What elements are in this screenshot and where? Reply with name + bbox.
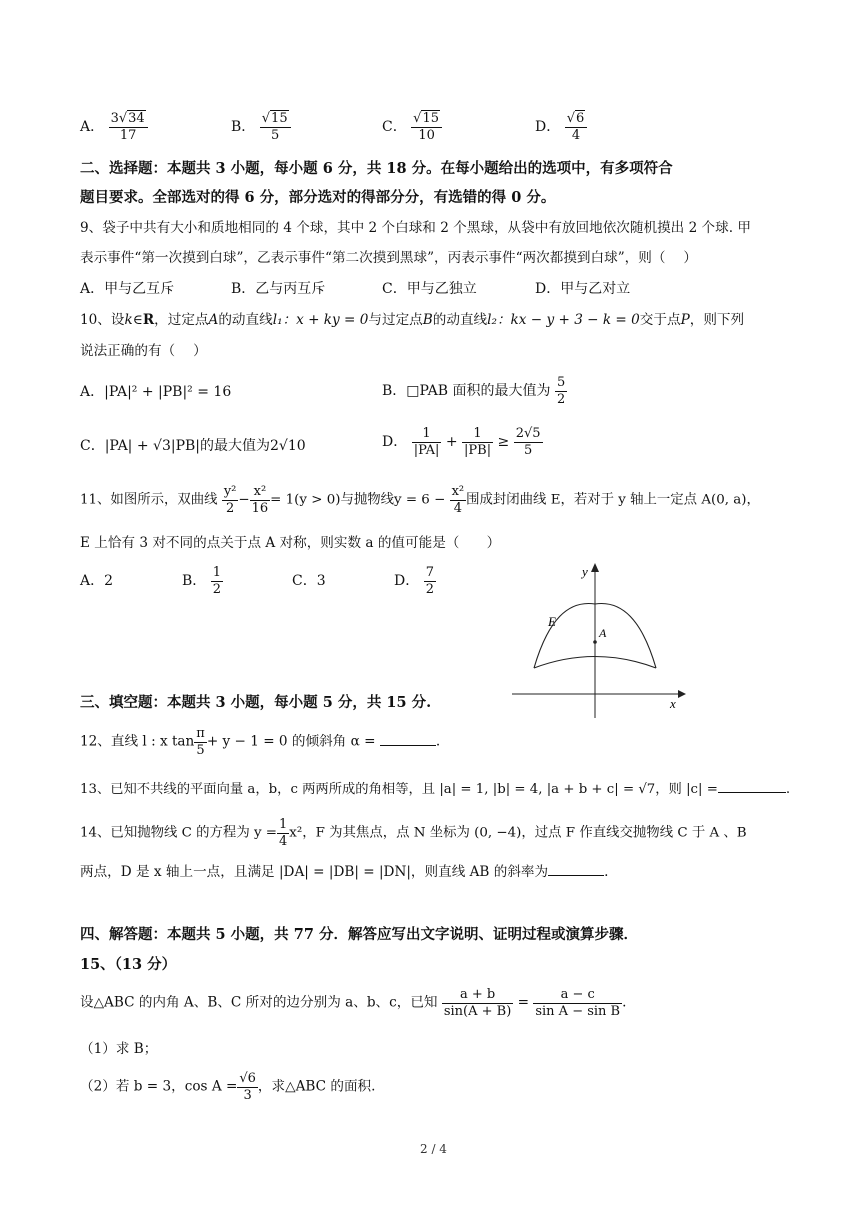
q11-figure (508, 560, 688, 720)
q8-option-a (80, 112, 148, 142)
label-a: A (599, 626, 607, 640)
option-letter: B． (231, 119, 256, 136)
fraction: $\frac{√15}{5}$ (260, 112, 291, 142)
q10-option-b: B．□PAB 面积的最大值为 $\frac{5}{2}$ (382, 375, 566, 407)
q13: 13、已知不共线的平面向量 a，b，c 两两所成的角相等，且 |a| = 1, |b| = 4, |a + b + c| = √7，则 |c| = . (80, 782, 791, 797)
y-axis-arrow-icon (591, 563, 599, 572)
q8-option-d (535, 112, 587, 142)
label-x: x (670, 696, 676, 711)
page-number: 2 / 4 (420, 1142, 447, 1156)
q15-header: 15、（13 分） (80, 956, 177, 973)
q9-option-c: C．甲与乙独立 (382, 281, 477, 297)
option-letter: A． (80, 119, 105, 136)
q10-line1: 10、设k∈R，过定点A的动直线l₁：x + ky = 0与过定点B的动直线l₂：kx − y + 3 − k = 0交于点P，则下列 (80, 312, 745, 328)
q8-option-c (382, 112, 442, 142)
q14-line1: 14、已知抛物线 C 的方程为 y = $\frac{1}{4}$ x²，F 为其焦点，点 N 坐标为 (0, −4)，过点 F 作直线交抛物线 C 于 A 、B (80, 817, 747, 849)
q10-option-c: C．|PA| + √3|PB|的最大值为2√10 (80, 438, 306, 454)
q9-line2: 表示事件“第一次摸到白球”，乙表示事件“第二次摸到黑球”，丙表示事件“两次都摸到白球”，则（ ） (80, 250, 697, 266)
label-e: E (548, 614, 556, 629)
answer-blank[interactable] (380, 745, 436, 746)
section2-heading-line1: 二、选择题：本题共 3 小题，每小题 6 分，共 18 分。在每小题给出的选项中，有多项符合 (80, 160, 673, 177)
q15-part2: （2）若 b = 3，cos A = $\frac{√6}{3}$ ，求△ABC 的面积. (80, 1071, 376, 1103)
label-y: y (582, 564, 588, 579)
q15-statement: 设△ABC 的内角 A、B、C 所对的边分别为 a、b、c，已知 $\frac{a + b}{\sin(A + B)}$ = $\frac{a - c}{\text{sin A − sin B}}$ . (80, 987, 627, 1019)
q9-option-d: D．甲与乙对立 (535, 281, 631, 297)
q15-part1: （1）求 B； (80, 1041, 158, 1057)
q8-option-b (231, 112, 291, 142)
q11-option-c: C．3 (292, 573, 326, 589)
section3-heading: 三、填空题：本题共 3 小题，每小题 5 分，共 15 分. (80, 694, 432, 711)
q9-option-a: A．甲与乙互斥 (80, 281, 175, 297)
q11-option-b: B． $\frac{1}{2}$ (182, 565, 222, 597)
fraction: $\frac{√6}{4}$ (565, 112, 588, 142)
point-a-marker (593, 640, 597, 644)
section4-heading: 四、解答题：本题共 5 小题，共 77 分．解答应写出文字说明、证明过程或演算步骤． (80, 926, 638, 943)
answer-blank[interactable] (718, 792, 786, 793)
q9-line1: 9、袋子中共有大小和质地相同的 4 个球，其中 2 个白球和 2 个黑球，从袋中有放回地依次随机摸出 2 个球. 甲 (80, 220, 751, 236)
q11-option-d: D． $\frac{7}{2}$ (394, 565, 434, 597)
option-letter: D． (535, 119, 561, 136)
q11-line2: E 上恰有 3 对不同的点关于点 A 对称，则实数 a 的值可能是（ ） (80, 535, 501, 551)
q14-line2: 两点，D 是 x 轴上一点，且满足 |DA| = |DB| = |DN|，则直线 AB 的斜率为 . (80, 864, 609, 880)
q11-line1: 11、如图所示，双曲线 $\frac{\text{y²}}{2}$ − $\frac{\text{x²}}{16}$ = 1(y > 0)与抛物线y = 6 − $\frac{\text{x²}}{4}$ 围成封闭曲线 E，若对于 y 轴上一定点 A(0, a)， (80, 484, 760, 516)
section2-heading-line2: 题目要求。全部选对的得 6 分，部分选对的得部分分，有选错的得 0 分。 (80, 189, 556, 206)
q10-option-a: A．|PA|² + |PB|² = 16 (80, 384, 232, 400)
option-letter: C． (382, 119, 407, 136)
q10-line2: 说法正确的有（ ） (80, 343, 207, 359)
q12: 12、直线 l : x tan $\frac{\pi}{5}$ + y − 1 = 0 的倾斜角 α = . (80, 726, 441, 758)
x-axis-arrow-icon (678, 690, 686, 698)
answer-blank[interactable] (548, 875, 604, 876)
q10-option-d: D． $\frac{1}{|PA|}$ + $\frac{1}{|PB|}$ ≥ $\frac{2√5}{5}$ (382, 426, 541, 458)
q9-option-b: B．乙与丙互斥 (231, 281, 326, 297)
q11-option-a: A．2 (80, 573, 114, 589)
fraction: $\frac{3√34}{17}$ (109, 112, 148, 142)
fraction: $\frac{√15}{10}$ (411, 112, 442, 142)
